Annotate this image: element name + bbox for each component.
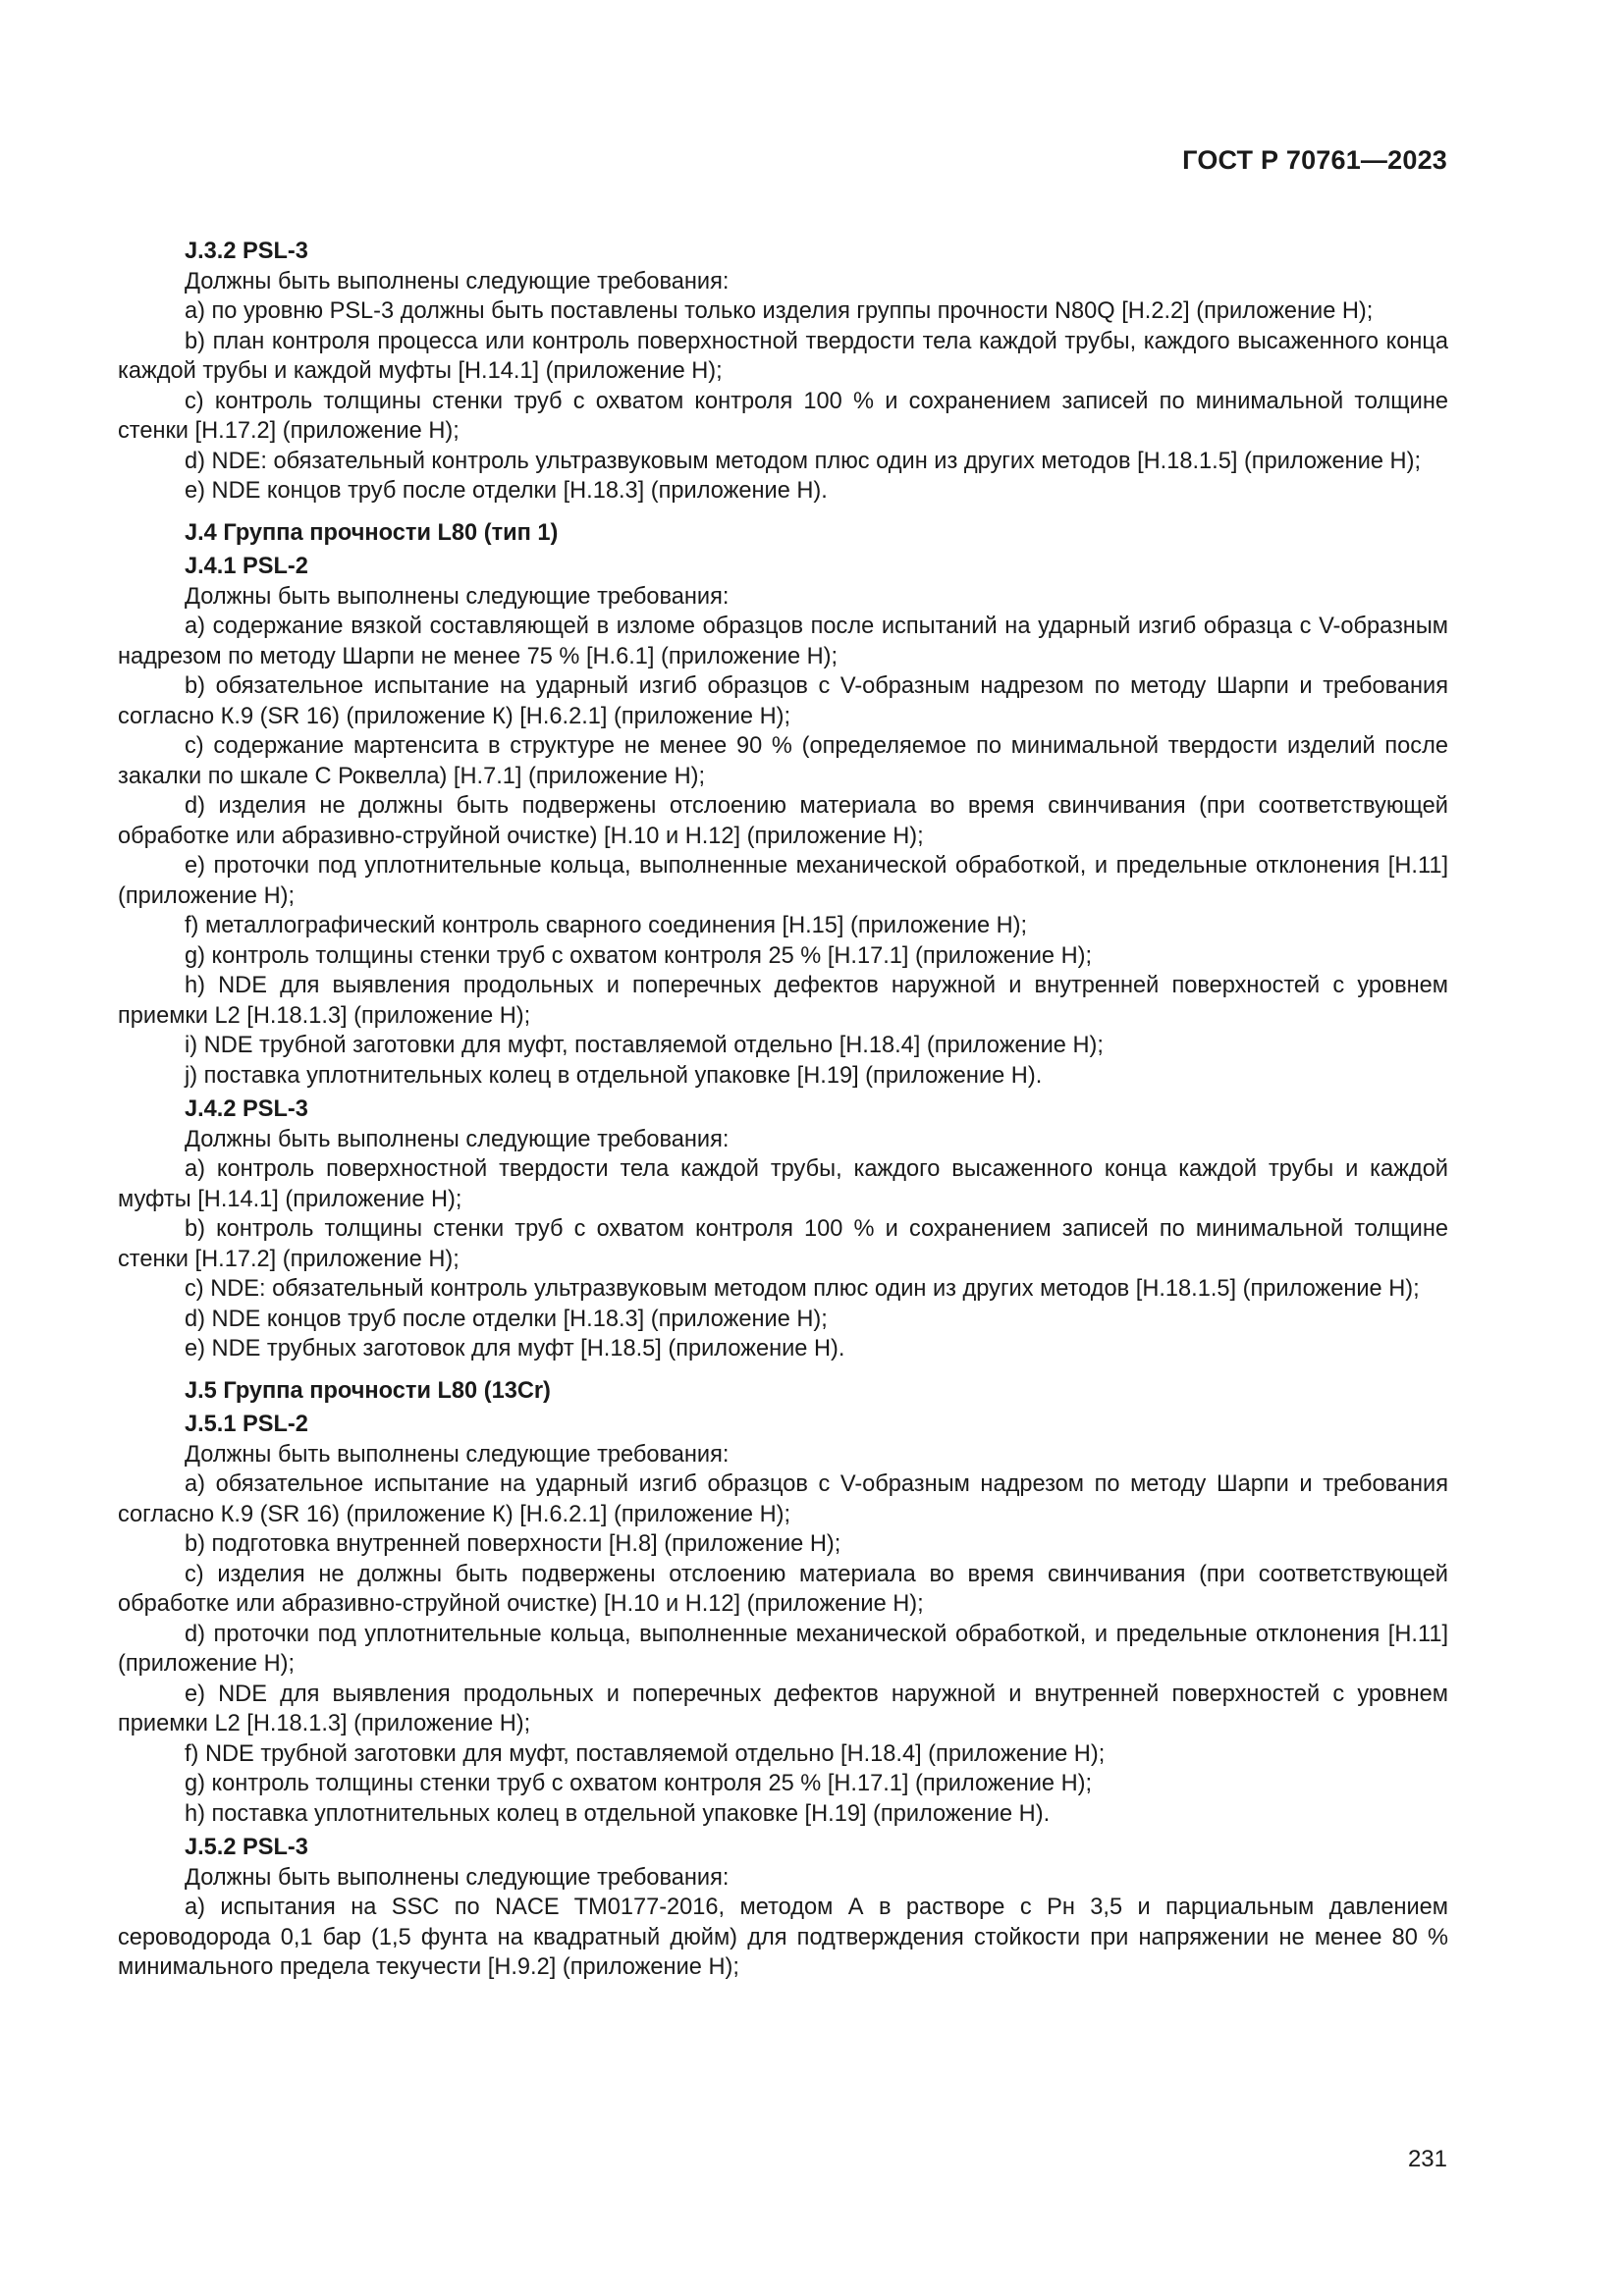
paragraph: f) металлографический контроль сварного соединения [Н.15] (приложение Н); — [185, 913, 1028, 938]
subsection-heading: J.4.2 PSL-3 — [185, 1096, 308, 1122]
paragraph: g) контроль толщины стенки труб с охватом контроля 25 % [Н.17.1] (приложение Н); — [185, 1771, 1093, 1796]
paragraph: j) поставка уплотнительных колец в отдельной упаковке [Н.19] (приложение Н). — [185, 1062, 1043, 1089]
paragraph: h) поставка уплотнительных колец в отдельной упаковке [Н.19] (приложение Н). — [185, 1800, 1051, 1827]
paragraph: h) NDE для выявления продольных и поперечных дефектов наружной и внутренней поверхностей с уровнем приемки L2 [Н.18.1.3] (приложение Н); — [118, 973, 1448, 1029]
paragraph: е) NDE концов труб после отделки [Н.18.3] (приложение Н). — [185, 478, 828, 504]
document-id-header: ГОСТ Р 70761—2023 — [1182, 145, 1447, 175]
paragraph: Должны быть выполнены следующие требования: — [185, 1126, 730, 1152]
paragraph: а) обязательное испытание на ударный изгиб образцов с V-образным надрезом по методу Шарпи и требования согласно К.9 (SR 16) (приложение К) [Н.6.2.1] (приложение Н); — [118, 1471, 1448, 1527]
paragraph: b) обязательное испытание на ударный изгиб образцов с V-образным надрезом по методу Шарпи и требования согласно К.9 (SR 16) (приложение К) [Н.6.2.1] (приложение Н); — [118, 673, 1448, 729]
paragraph: а) испытания на SSC по NACE TM0177-2016, методом А в растворе с Рн 3,5 и парциальным давлением сероводорода 0,1 бар (1,5 фунта на квадратный дюйм) для подтверждения стойкости при напряжении не менее 80 % минимального предела текучести [Н.9.2] (приложение Н); — [118, 1895, 1448, 1980]
section-heading: J.4 Группа прочности L80 (тип 1) — [185, 519, 559, 546]
subsection-heading: J.5.1 PSL-2 — [185, 1412, 308, 1437]
paragraph: d) изделия не должны быть подвержены отслоению материала во время свинчивания (при соответствующей обработке или абразивно-струйной очистке) [Н.10 и Н.12] (приложение Н); — [118, 793, 1448, 849]
paragraph: с) контроль толщины стенки труб с охватом контроля 100 % и сохранением записей по минимальной толщине стенки [Н.17.2] (приложение Н); — [118, 388, 1448, 444]
paragraph: b) план контроля процесса или контроль поверхностной твердости тела каждой трубы, каждого высаженного конца каждой трубы и каждой муфты [Н.14.1] (приложение Н); — [118, 328, 1448, 384]
paragraph: а) контроль поверхностной твердости тела каждой трубы, каждого высаженного конца каждой трубы и каждой муфты [Н.14.1] (приложение Н); — [118, 1156, 1448, 1212]
document-body — [118, 233, 1448, 1983]
section-heading: J.5 Группа прочности L80 (13Cr) — [185, 1377, 551, 1404]
paragraph: е) NDE для выявления продольных и поперечных дефектов наружной и внутренней поверхностей с уровнем приемки L2 [Н.18.1.3] (приложение Н); — [118, 1681, 1448, 1736]
paragraph: d) NDE: обязательный контроль ультразвуковым методом плюс один из других методов [Н.18.1.5] (приложение Н); — [185, 448, 1422, 474]
page-number: 231 — [1407, 2146, 1447, 2172]
paragraph: b) подготовка внутренней поверхности [Н.8] (приложение Н); — [185, 1531, 841, 1557]
paragraph: а) по уровню PSL-3 должны быть поставлены только изделия группы прочности N80Q [Н.2.2] (приложение Н); — [185, 298, 1374, 324]
paragraph: Должны быть выполнены следующие требования: — [185, 1864, 730, 1891]
paragraph: с) NDE: обязательный контроль ультразвуковым методом плюс один из других методов [Н.18.1.5] (приложение Н); — [185, 1276, 1420, 1302]
subsection-heading: J.4.1 PSL-2 — [185, 554, 308, 579]
paragraph: Должны быть выполнены следующие требования: — [185, 1441, 730, 1468]
paragraph: е) проточки под уплотнительные кольца, выполненные механической обработкой, и предельные отклонения [Н.11] (приложение Н); — [118, 853, 1448, 909]
subsection-heading: J.3.2 PSL-3 — [185, 239, 308, 264]
paragraph: d) NDE концов труб после отделки [Н.18.3] (приложение Н); — [185, 1306, 828, 1332]
paragraph: f) NDE трубной заготовки для муфт, поставляемой отдельно [Н.18.4] (приложение Н); — [185, 1740, 1106, 1767]
paragraph: а) содержание вязкой составляющей в изломе образцов после испытаний на ударный изгиб образца с V-образным надрезом по методу Шарпи не менее 75 % [Н.6.1] (приложение Н); — [118, 614, 1448, 669]
subsection-heading: J.5.2 PSL-3 — [185, 1835, 308, 1860]
paragraph: g) контроль толщины стенки труб с охватом контроля 25 % [Н.17.1] (приложение Н); — [185, 942, 1093, 969]
paragraph: Должны быть выполнены следующие требования: — [185, 268, 730, 294]
paragraph: Должны быть выполнены следующие требования: — [185, 583, 730, 610]
paragraph: i) NDE трубной заготовки для муфт, поставляемой отдельно [Н.18.4] (приложение Н); — [185, 1033, 1104, 1058]
paragraph: с) содержание мартенсита в структуре не менее 90 % (определяемое по минимальной твердости изделий после закалки по шкале С Роквелла) [Н.7.1] (приложение Н); — [118, 733, 1448, 789]
paragraph: b) контроль толщины стенки труб с охватом контроля 100 % и сохранением записей по минимальной толщине стенки [Н.17.2] (приложение Н); — [118, 1216, 1448, 1272]
paragraph: d) проточки под уплотнительные кольца, выполненные механической обработкой, и предельные отклонения [Н.11] (приложение Н); — [118, 1621, 1448, 1677]
paragraph: с) изделия не должны быть подвержены отслоению материала во время свинчивания (при соответствующей обработке или абразивно-струйной очистке) [Н.10 и Н.12] (приложение Н); — [118, 1561, 1448, 1617]
paragraph: е) NDE трубных заготовок для муфт [Н.18.5] (приложение Н). — [185, 1336, 845, 1362]
